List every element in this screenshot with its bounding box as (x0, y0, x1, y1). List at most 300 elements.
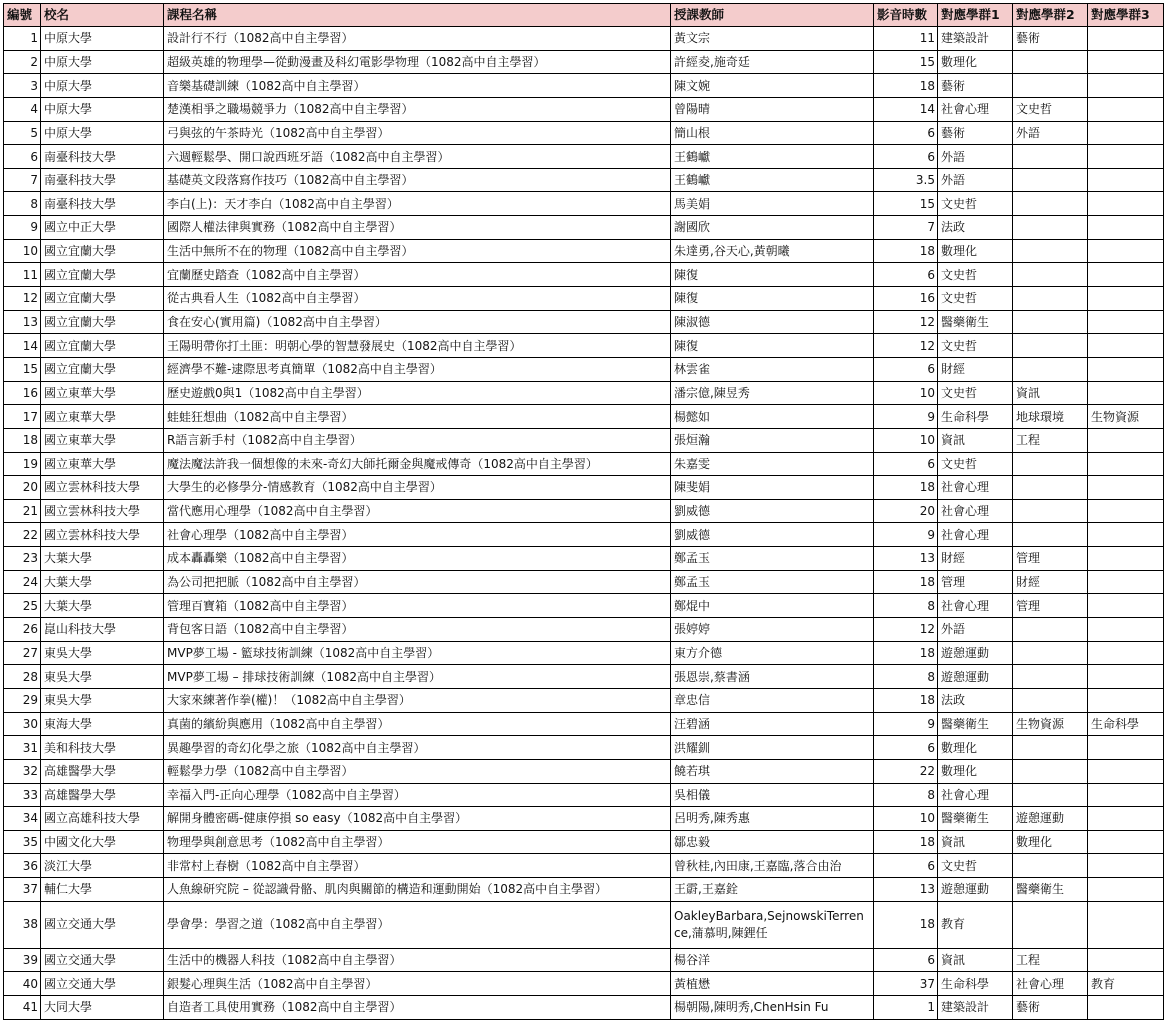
cell-id[interactable]: 11 (4, 263, 41, 287)
cell-course-name[interactable]: 異趣學習的奇幻化學之旅（1082高中自主學習） (164, 736, 671, 760)
cell-teacher[interactable]: OakleyBarbara,SejnowskiTerrence,蒲慕明,陳鋰任 (671, 901, 874, 948)
cell-school[interactable]: 崑山科技大學 (41, 618, 164, 642)
cell-group-1[interactable]: 數理化 (938, 50, 1013, 74)
cell-group-3[interactable] (1088, 50, 1164, 74)
cell-group-1[interactable]: 文史哲 (938, 287, 1013, 311)
cell-group-3[interactable] (1088, 618, 1164, 642)
cell-teacher[interactable]: 東方介德 (671, 641, 874, 665)
cell-group-2[interactable]: 外語 (1013, 121, 1088, 145)
cell-school[interactable]: 南臺科技大學 (41, 145, 164, 169)
cell-id[interactable]: 9 (4, 216, 41, 240)
cell-group-2[interactable] (1013, 665, 1088, 689)
cell-course-name[interactable]: 幸福入門-正向心理學（1082高中自主學習） (164, 783, 671, 807)
cell-group-3[interactable]: 生命科學 (1088, 712, 1164, 736)
cell-school[interactable]: 國立雲林科技大學 (41, 523, 164, 547)
cell-group-3[interactable] (1088, 381, 1164, 405)
cell-id[interactable]: 17 (4, 405, 41, 429)
cell-group-1[interactable]: 建築設計 (938, 995, 1013, 1019)
cell-group-3[interactable] (1088, 547, 1164, 571)
cell-hours[interactable]: 18 (874, 570, 938, 594)
cell-group-3[interactable] (1088, 570, 1164, 594)
cell-teacher[interactable]: 朱嘉雯 (671, 452, 874, 476)
cell-group-2[interactable] (1013, 618, 1088, 642)
header-group-1[interactable]: 對應學群1 (938, 4, 1013, 27)
cell-course-name[interactable]: 基礎英文段落寫作技巧（1082高中自主學習） (164, 168, 671, 192)
cell-course-name[interactable]: 超級英雄的物理學—從動漫畫及科幻電影學物理（1082高中自主學習） (164, 50, 671, 74)
cell-course-name[interactable]: 生活中無所不在的物理（1082高中自主學習） (164, 239, 671, 263)
cell-group-2[interactable] (1013, 499, 1088, 523)
cell-course-name[interactable]: 學會學：學習之道（1082高中自主學習） (164, 901, 671, 948)
cell-group-3[interactable] (1088, 783, 1164, 807)
cell-group-2[interactable] (1013, 759, 1088, 783)
cell-course-name[interactable]: 王陽明帶你打土匪：明朝心學的智慧發展史（1082高中自主學習） (164, 334, 671, 358)
cell-teacher[interactable]: 陳復 (671, 287, 874, 311)
cell-group-2[interactable]: 資訊 (1013, 381, 1088, 405)
cell-course-name[interactable]: 六週輕鬆學、開口說西班牙語（1082高中自主學習） (164, 145, 671, 169)
cell-id[interactable]: 30 (4, 712, 41, 736)
cell-school[interactable]: 國立中正大學 (41, 216, 164, 240)
cell-id[interactable]: 22 (4, 523, 41, 547)
cell-id[interactable]: 26 (4, 618, 41, 642)
cell-id[interactable]: 4 (4, 97, 41, 121)
cell-hours[interactable]: 8 (874, 594, 938, 618)
header-teacher[interactable]: 授課教師 (671, 4, 874, 27)
cell-hours[interactable]: 18 (874, 74, 938, 98)
cell-group-1[interactable]: 資訊 (938, 428, 1013, 452)
cell-teacher[interactable]: 王霨,王嘉銓 (671, 878, 874, 902)
cell-hours[interactable]: 9 (874, 712, 938, 736)
cell-hours[interactable]: 18 (874, 688, 938, 712)
cell-school[interactable]: 南臺科技大學 (41, 192, 164, 216)
cell-group-3[interactable] (1088, 523, 1164, 547)
cell-hours[interactable]: 18 (874, 830, 938, 854)
cell-teacher[interactable]: 陳復 (671, 263, 874, 287)
cell-group-1[interactable]: 外語 (938, 618, 1013, 642)
cell-teacher[interactable]: 曾秋桂,內田康,王嘉臨,落合由治 (671, 854, 874, 878)
cell-course-name[interactable]: 從古典看人生（1082高中自主學習） (164, 287, 671, 311)
cell-hours[interactable]: 8 (874, 783, 938, 807)
cell-teacher[interactable]: 馬美娟 (671, 192, 874, 216)
cell-hours[interactable]: 16 (874, 287, 938, 311)
cell-course-name[interactable]: 歷史遊戲0與1（1082高中自主學習） (164, 381, 671, 405)
cell-group-2[interactable] (1013, 239, 1088, 263)
cell-course-name[interactable]: 經濟學不難-逮際思考真簡單（1082高中自主學習） (164, 357, 671, 381)
cell-id[interactable]: 3 (4, 74, 41, 98)
cell-course-name[interactable]: 管理百寶箱（1082高中自主學習） (164, 594, 671, 618)
cell-id[interactable]: 39 (4, 948, 41, 972)
cell-hours[interactable]: 6 (874, 948, 938, 972)
cell-id[interactable]: 41 (4, 995, 41, 1019)
cell-group-2[interactable] (1013, 263, 1088, 287)
cell-school[interactable]: 國立雲林科技大學 (41, 476, 164, 500)
cell-group-2[interactable] (1013, 854, 1088, 878)
cell-group-3[interactable] (1088, 334, 1164, 358)
cell-group-1[interactable]: 遊憩運動 (938, 641, 1013, 665)
cell-group-3[interactable] (1088, 263, 1164, 287)
cell-group-3[interactable] (1088, 192, 1164, 216)
cell-group-2[interactable]: 醫藥衛生 (1013, 878, 1088, 902)
cell-teacher[interactable]: 朱達勇,谷天心,黃朝曦 (671, 239, 874, 263)
cell-school[interactable]: 國立宜蘭大學 (41, 357, 164, 381)
cell-group-1[interactable]: 社會心理 (938, 97, 1013, 121)
cell-id[interactable]: 37 (4, 878, 41, 902)
cell-teacher[interactable]: 楊朝陽,陳明秀,ChenHsin Fu (671, 995, 874, 1019)
cell-course-name[interactable]: 生活中的機器人科技（1082高中自主學習） (164, 948, 671, 972)
cell-school[interactable]: 中原大學 (41, 74, 164, 98)
cell-course-name[interactable]: 社會心理學（1082高中自主學習） (164, 523, 671, 547)
cell-hours[interactable]: 20 (874, 499, 938, 523)
cell-group-2[interactable] (1013, 192, 1088, 216)
header-course-name[interactable]: 課程名稱 (164, 4, 671, 27)
cell-school[interactable]: 國立宜蘭大學 (41, 263, 164, 287)
cell-id[interactable]: 33 (4, 783, 41, 807)
cell-group-2[interactable]: 生物資源 (1013, 712, 1088, 736)
cell-group-2[interactable]: 管理 (1013, 547, 1088, 571)
header-hours[interactable]: 影音時數 (874, 4, 938, 27)
cell-group-3[interactable] (1088, 216, 1164, 240)
cell-id[interactable]: 20 (4, 476, 41, 500)
header-group-2[interactable]: 對應學群2 (1013, 4, 1088, 27)
cell-group-3[interactable] (1088, 310, 1164, 334)
cell-group-1[interactable]: 建築設計 (938, 27, 1013, 51)
cell-school[interactable]: 國立宜蘭大學 (41, 334, 164, 358)
cell-school[interactable]: 中國文化大學 (41, 830, 164, 854)
cell-group-1[interactable]: 生命科學 (938, 405, 1013, 429)
cell-group-1[interactable]: 社會心理 (938, 783, 1013, 807)
cell-group-2[interactable] (1013, 523, 1088, 547)
cell-hours[interactable]: 12 (874, 618, 938, 642)
cell-course-name[interactable]: 成本轟轟樂（1082高中自主學習） (164, 547, 671, 571)
cell-course-name[interactable]: 楚漢相爭之職場競爭力（1082高中自主學習） (164, 97, 671, 121)
cell-group-3[interactable] (1088, 97, 1164, 121)
cell-hours[interactable]: 6 (874, 263, 938, 287)
cell-hours[interactable]: 6 (874, 854, 938, 878)
cell-id[interactable]: 32 (4, 759, 41, 783)
cell-group-3[interactable] (1088, 759, 1164, 783)
cell-group-1[interactable]: 文史哲 (938, 854, 1013, 878)
cell-group-2[interactable] (1013, 145, 1088, 169)
cell-teacher[interactable]: 章忠信 (671, 688, 874, 712)
cell-teacher[interactable]: 簡山根 (671, 121, 874, 145)
cell-teacher[interactable]: 陳斐娟 (671, 476, 874, 500)
cell-hours[interactable]: 10 (874, 428, 938, 452)
cell-school[interactable]: 大葉大學 (41, 594, 164, 618)
cell-group-1[interactable]: 文史哲 (938, 334, 1013, 358)
cell-group-2[interactable]: 社會心理 (1013, 972, 1088, 996)
cell-id[interactable]: 40 (4, 972, 41, 996)
cell-group-2[interactable]: 數理化 (1013, 830, 1088, 854)
cell-group-1[interactable]: 法政 (938, 216, 1013, 240)
cell-group-3[interactable] (1088, 27, 1164, 51)
cell-group-3[interactable] (1088, 830, 1164, 854)
cell-id[interactable]: 14 (4, 334, 41, 358)
cell-id[interactable]: 21 (4, 499, 41, 523)
cell-id[interactable]: 38 (4, 901, 41, 948)
cell-course-name[interactable]: 人魚線研究院 – 從認識骨骼、肌肉與關節的構造和運動開始（1082高中自主學習） (164, 878, 671, 902)
cell-id[interactable]: 16 (4, 381, 41, 405)
cell-group-2[interactable] (1013, 901, 1088, 948)
cell-id[interactable]: 15 (4, 357, 41, 381)
cell-teacher[interactable]: 劉威德 (671, 499, 874, 523)
cell-teacher[interactable]: 林雲雀 (671, 357, 874, 381)
cell-group-3[interactable] (1088, 499, 1164, 523)
cell-school[interactable]: 東吳大學 (41, 641, 164, 665)
cell-course-name[interactable]: 弓與弦的午茶時光（1082高中自主學習） (164, 121, 671, 145)
cell-group-2[interactable]: 藝術 (1013, 27, 1088, 51)
cell-school[interactable]: 國立交通大學 (41, 948, 164, 972)
cell-course-name[interactable]: R語言新手村（1082高中自主學習） (164, 428, 671, 452)
cell-id[interactable]: 27 (4, 641, 41, 665)
cell-course-name[interactable]: 音樂基礎訓練（1082高中自主學習） (164, 74, 671, 98)
cell-teacher[interactable]: 謝國欣 (671, 216, 874, 240)
cell-school[interactable]: 高雄醫學大學 (41, 783, 164, 807)
cell-school[interactable]: 國立東華大學 (41, 452, 164, 476)
cell-id[interactable]: 23 (4, 547, 41, 571)
cell-id[interactable]: 19 (4, 452, 41, 476)
cell-group-2[interactable]: 地球環境 (1013, 405, 1088, 429)
cell-group-2[interactable]: 管理 (1013, 594, 1088, 618)
cell-id[interactable]: 13 (4, 310, 41, 334)
cell-hours[interactable]: 12 (874, 334, 938, 358)
cell-course-name[interactable]: 真菌的繽紛與應用（1082高中自主學習） (164, 712, 671, 736)
cell-teacher[interactable]: 王鶴巘 (671, 145, 874, 169)
cell-group-3[interactable] (1088, 854, 1164, 878)
cell-school[interactable]: 大葉大學 (41, 570, 164, 594)
cell-id[interactable]: 24 (4, 570, 41, 594)
cell-teacher[interactable]: 汪碧涵 (671, 712, 874, 736)
cell-id[interactable]: 10 (4, 239, 41, 263)
cell-group-3[interactable] (1088, 594, 1164, 618)
cell-hours[interactable]: 15 (874, 50, 938, 74)
cell-group-1[interactable]: 外語 (938, 168, 1013, 192)
cell-course-name[interactable]: 背包客日語（1082高中自主學習） (164, 618, 671, 642)
cell-group-2[interactable]: 文史哲 (1013, 97, 1088, 121)
cell-group-1[interactable]: 文史哲 (938, 452, 1013, 476)
cell-course-name[interactable]: MVP夢工場 – 排球技術訓練（1082高中自主學習） (164, 665, 671, 689)
cell-hours[interactable]: 15 (874, 192, 938, 216)
cell-hours[interactable]: 14 (874, 97, 938, 121)
cell-group-2[interactable] (1013, 452, 1088, 476)
cell-course-name[interactable]: 設計行不行（1082高中自主學習） (164, 27, 671, 51)
cell-group-1[interactable]: 數理化 (938, 759, 1013, 783)
cell-course-name[interactable]: 國際人權法律與實務（1082高中自主學習） (164, 216, 671, 240)
cell-group-2[interactable] (1013, 357, 1088, 381)
cell-id[interactable]: 25 (4, 594, 41, 618)
cell-school[interactable]: 東海大學 (41, 712, 164, 736)
cell-teacher[interactable]: 曾陽晴 (671, 97, 874, 121)
cell-school[interactable]: 中原大學 (41, 97, 164, 121)
cell-school[interactable]: 國立東華大學 (41, 405, 164, 429)
cell-course-name[interactable]: 宜蘭歷史踏查（1082高中自主學習） (164, 263, 671, 287)
cell-course-name[interactable]: 魔法魔法許我一個想像的未來-奇幻大師托爾金與魔戒傳奇（1082高中自主學習） (164, 452, 671, 476)
cell-group-2[interactable] (1013, 168, 1088, 192)
cell-group-2[interactable]: 財經 (1013, 570, 1088, 594)
cell-group-3[interactable] (1088, 452, 1164, 476)
cell-course-name[interactable]: 為公司把把脈（1082高中自主學習） (164, 570, 671, 594)
cell-group-1[interactable]: 外語 (938, 145, 1013, 169)
cell-group-3[interactable] (1088, 641, 1164, 665)
cell-course-name[interactable]: 食在安心(實用篇)（1082高中自主學習） (164, 310, 671, 334)
cell-group-2[interactable] (1013, 688, 1088, 712)
cell-teacher[interactable]: 鄭焜中 (671, 594, 874, 618)
cell-group-1[interactable]: 法政 (938, 688, 1013, 712)
cell-group-1[interactable]: 生命科學 (938, 972, 1013, 996)
cell-group-1[interactable]: 資訊 (938, 830, 1013, 854)
cell-group-3[interactable]: 教育 (1088, 972, 1164, 996)
cell-course-name[interactable]: 當代應用心理學（1082高中自主學習） (164, 499, 671, 523)
cell-school[interactable]: 國立東華大學 (41, 428, 164, 452)
cell-hours[interactable]: 1 (874, 995, 938, 1019)
cell-course-name[interactable]: 自造者工具使用實務（1082高中自主學習） (164, 995, 671, 1019)
cell-group-3[interactable] (1088, 688, 1164, 712)
cell-school[interactable]: 大葉大學 (41, 547, 164, 571)
cell-group-3[interactable] (1088, 168, 1164, 192)
cell-school[interactable]: 國立交通大學 (41, 972, 164, 996)
cell-group-1[interactable]: 醫藥衛生 (938, 807, 1013, 831)
cell-group-2[interactable] (1013, 783, 1088, 807)
cell-course-name[interactable]: 蛙蛙狂想曲（1082高中自主學習） (164, 405, 671, 429)
cell-course-name[interactable]: MVP夢工場 - 籃球技術訓練（1082高中自主學習） (164, 641, 671, 665)
cell-group-2[interactable]: 藝術 (1013, 995, 1088, 1019)
cell-group-1[interactable]: 醫藥衛生 (938, 310, 1013, 334)
cell-group-1[interactable]: 財經 (938, 547, 1013, 571)
cell-group-3[interactable] (1088, 476, 1164, 500)
cell-hours[interactable]: 6 (874, 121, 938, 145)
cell-group-1[interactable]: 藝術 (938, 74, 1013, 98)
cell-group-1[interactable]: 數理化 (938, 239, 1013, 263)
cell-id[interactable]: 5 (4, 121, 41, 145)
cell-group-1[interactable]: 藝術 (938, 121, 1013, 145)
cell-teacher[interactable]: 黃植懋 (671, 972, 874, 996)
cell-school[interactable]: 國立交通大學 (41, 901, 164, 948)
cell-group-2[interactable]: 工程 (1013, 948, 1088, 972)
cell-school[interactable]: 國立宜蘭大學 (41, 310, 164, 334)
cell-course-name[interactable]: 大學生的必修學分-情感教育（1082高中自主學習） (164, 476, 671, 500)
cell-hours[interactable]: 10 (874, 807, 938, 831)
cell-group-1[interactable]: 遊憩運動 (938, 665, 1013, 689)
cell-hours[interactable]: 8 (874, 665, 938, 689)
cell-group-3[interactable] (1088, 428, 1164, 452)
cell-school[interactable]: 國立東華大學 (41, 381, 164, 405)
cell-group-1[interactable]: 社會心理 (938, 499, 1013, 523)
cell-course-name[interactable]: 輕鬆學力學（1082高中自主學習） (164, 759, 671, 783)
cell-teacher[interactable]: 陳文婉 (671, 74, 874, 98)
cell-teacher[interactable]: 鄒忠毅 (671, 830, 874, 854)
cell-hours[interactable]: 18 (874, 641, 938, 665)
cell-hours[interactable]: 7 (874, 216, 938, 240)
cell-school[interactable]: 東吳大學 (41, 688, 164, 712)
cell-school[interactable]: 國立宜蘭大學 (41, 287, 164, 311)
cell-teacher[interactable]: 王鶴巘 (671, 168, 874, 192)
cell-id[interactable]: 2 (4, 50, 41, 74)
cell-teacher[interactable]: 吳相儀 (671, 783, 874, 807)
cell-course-name[interactable]: 銀髮心理與生活（1082高中自主學習） (164, 972, 671, 996)
cell-teacher[interactable]: 呂明秀,陳秀惠 (671, 807, 874, 831)
cell-course-name[interactable]: 物理學與創意思考（1082高中自主學習） (164, 830, 671, 854)
cell-group-2[interactable] (1013, 287, 1088, 311)
cell-group-3[interactable] (1088, 665, 1164, 689)
cell-teacher[interactable]: 楊谷洋 (671, 948, 874, 972)
cell-id[interactable]: 28 (4, 665, 41, 689)
cell-school[interactable]: 中原大學 (41, 121, 164, 145)
cell-teacher[interactable]: 張烜瀚 (671, 428, 874, 452)
cell-course-name[interactable]: 李白(上)：天才李白（1082高中自主學習） (164, 192, 671, 216)
cell-group-3[interactable] (1088, 145, 1164, 169)
cell-group-3[interactable] (1088, 239, 1164, 263)
cell-group-1[interactable]: 醫藥衛生 (938, 712, 1013, 736)
cell-school[interactable]: 國立宜蘭大學 (41, 239, 164, 263)
cell-teacher[interactable]: 潘宗億,陳昱秀 (671, 381, 874, 405)
cell-school[interactable]: 高雄醫學大學 (41, 759, 164, 783)
cell-id[interactable]: 36 (4, 854, 41, 878)
cell-hours[interactable]: 6 (874, 452, 938, 476)
cell-teacher[interactable]: 饒若琪 (671, 759, 874, 783)
cell-hours[interactable]: 13 (874, 547, 938, 571)
cell-group-3[interactable] (1088, 736, 1164, 760)
cell-id[interactable]: 12 (4, 287, 41, 311)
cell-teacher[interactable]: 鄭孟玉 (671, 570, 874, 594)
cell-school[interactable]: 美和科技大學 (41, 736, 164, 760)
cell-teacher[interactable]: 黃文宗 (671, 27, 874, 51)
cell-group-3[interactable] (1088, 287, 1164, 311)
header-school[interactable]: 校名 (41, 4, 164, 27)
cell-group-3[interactable] (1088, 995, 1164, 1019)
cell-group-3[interactable] (1088, 948, 1164, 972)
cell-group-1[interactable]: 教育 (938, 901, 1013, 948)
cell-hours[interactable]: 13 (874, 878, 938, 902)
cell-group-2[interactable] (1013, 310, 1088, 334)
cell-group-1[interactable]: 社會心理 (938, 476, 1013, 500)
cell-group-1[interactable]: 遊憩運動 (938, 878, 1013, 902)
cell-group-2[interactable] (1013, 334, 1088, 358)
cell-id[interactable]: 34 (4, 807, 41, 831)
cell-group-3[interactable] (1088, 878, 1164, 902)
cell-id[interactable]: 1 (4, 27, 41, 51)
cell-group-1[interactable]: 財經 (938, 357, 1013, 381)
cell-group-3[interactable] (1088, 357, 1164, 381)
cell-course-name[interactable]: 非常村上春樹（1082高中自主學習） (164, 854, 671, 878)
cell-id[interactable]: 31 (4, 736, 41, 760)
cell-teacher[interactable]: 洪耀釧 (671, 736, 874, 760)
cell-group-1[interactable]: 數理化 (938, 736, 1013, 760)
cell-group-1[interactable]: 文史哲 (938, 192, 1013, 216)
cell-teacher[interactable]: 陳復 (671, 334, 874, 358)
cell-hours[interactable]: 22 (874, 759, 938, 783)
cell-group-1[interactable]: 文史哲 (938, 263, 1013, 287)
cell-school[interactable]: 淡江大學 (41, 854, 164, 878)
cell-id[interactable]: 8 (4, 192, 41, 216)
cell-group-2[interactable]: 遊憩運動 (1013, 807, 1088, 831)
cell-school[interactable]: 南臺科技大學 (41, 168, 164, 192)
cell-hours[interactable]: 18 (874, 901, 938, 948)
cell-group-3[interactable] (1088, 901, 1164, 948)
cell-school[interactable]: 中原大學 (41, 50, 164, 74)
header-group-3[interactable]: 對應學群3 (1088, 4, 1164, 27)
cell-school[interactable]: 中原大學 (41, 27, 164, 51)
cell-group-2[interactable] (1013, 216, 1088, 240)
cell-id[interactable]: 35 (4, 830, 41, 854)
cell-group-3[interactable] (1088, 121, 1164, 145)
cell-hours[interactable]: 6 (874, 357, 938, 381)
cell-id[interactable]: 7 (4, 168, 41, 192)
cell-hours[interactable]: 3.5 (874, 168, 938, 192)
cell-hours[interactable]: 9 (874, 405, 938, 429)
cell-school[interactable]: 輔仁大學 (41, 878, 164, 902)
cell-id[interactable]: 6 (4, 145, 41, 169)
cell-group-2[interactable] (1013, 50, 1088, 74)
cell-group-2[interactable] (1013, 74, 1088, 98)
cell-teacher[interactable]: 鄭孟玉 (671, 547, 874, 571)
